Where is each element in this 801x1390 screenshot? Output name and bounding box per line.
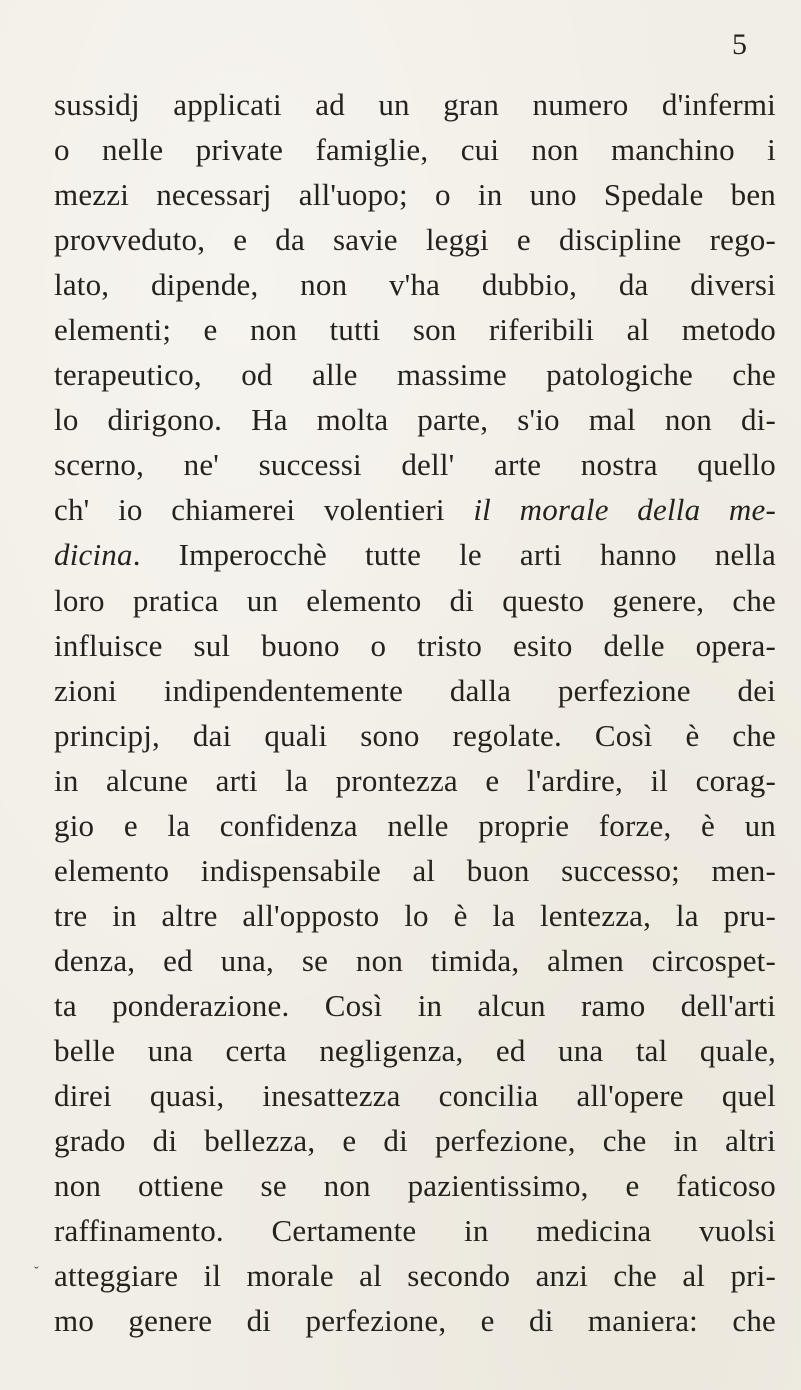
text-line: belle una certa negligenza, ed una tal quale, <box>54 1032 776 1068</box>
text-line: sussidj applicati ad un gran numero d'infermi <box>54 87 776 122</box>
text-line: o nelle private famiglie, cui non manchino i <box>54 132 776 168</box>
text-line: provveduto, e da savie leggi e discipline rego- <box>54 222 776 258</box>
margin-mark: ˇ <box>34 1265 39 1280</box>
text-line: tre in altre all'opposto lo è la lentezza, la pru- <box>54 897 776 933</box>
italic-phrase: dicina <box>54 537 133 573</box>
text-line: ta ponderazione. Così in alcun ramo dell'arti <box>54 987 776 1023</box>
text-line: zioni indipendentemente dalla perfezione dei <box>54 672 776 708</box>
text-line: direi quasi, inesattezza concilia all'opere quel <box>54 1078 776 1114</box>
text-line: raffinamento. Certamente in medicina vuolsi <box>54 1213 776 1249</box>
italic-phrase: il morale della me- <box>473 492 777 528</box>
text-line-with-italic <box>54 487 776 532</box>
body-text <box>54 82 776 1343</box>
text-line: scerno, ne' successi dell' arte nostra quello <box>54 447 776 483</box>
text-line-with-italic <box>54 532 776 577</box>
text-line: elementi; e non tutti son riferibili al metodo <box>54 312 776 348</box>
text-line: mezzi necessarj all'uopo; o in uno Spedale ben <box>54 177 776 213</box>
text-line: influisce sul buono o tristo esito delle opera- <box>54 627 776 663</box>
text-line: in alcune arti la prontezza e l'ardire, il corag- <box>54 762 776 798</box>
text-line: loro pratica un elemento di questo genere, che <box>54 582 776 618</box>
text-line: denza, ed una, se non timida, almen circospet- <box>54 942 776 978</box>
text-line: lato, dipende, non v'ha dubbio, da diversi <box>54 267 776 303</box>
text-line: elemento indispensabile al buon successo; men- <box>54 852 776 888</box>
text-line: non ottiene se non pazientissimo, e faticoso <box>54 1168 776 1204</box>
text-line: gio e la confidenza nelle proprie forze, è un <box>54 807 776 843</box>
text-line: lo dirigono. Ha molta parte, s'io mal non di- <box>54 402 776 438</box>
text-line: grado di bellezza, e di perfezione, che in altri <box>54 1123 776 1159</box>
text-line: mo genere di perfezione, e di maniera: che <box>54 1303 776 1339</box>
text-line: terapeutico, od alle massime patologiche che <box>54 357 776 393</box>
text-line: atteggiare il morale al secondo anzi che al pri- <box>54 1258 776 1294</box>
text-segment: ch' io chiamerei volentieri <box>54 492 445 528</box>
text-line: principj, dai quali sono regolate. Così è che <box>54 717 776 753</box>
text-segment: . Imperocchè tutte le arti hanno nella <box>132 537 776 573</box>
page-number: 5 <box>732 28 747 61</box>
